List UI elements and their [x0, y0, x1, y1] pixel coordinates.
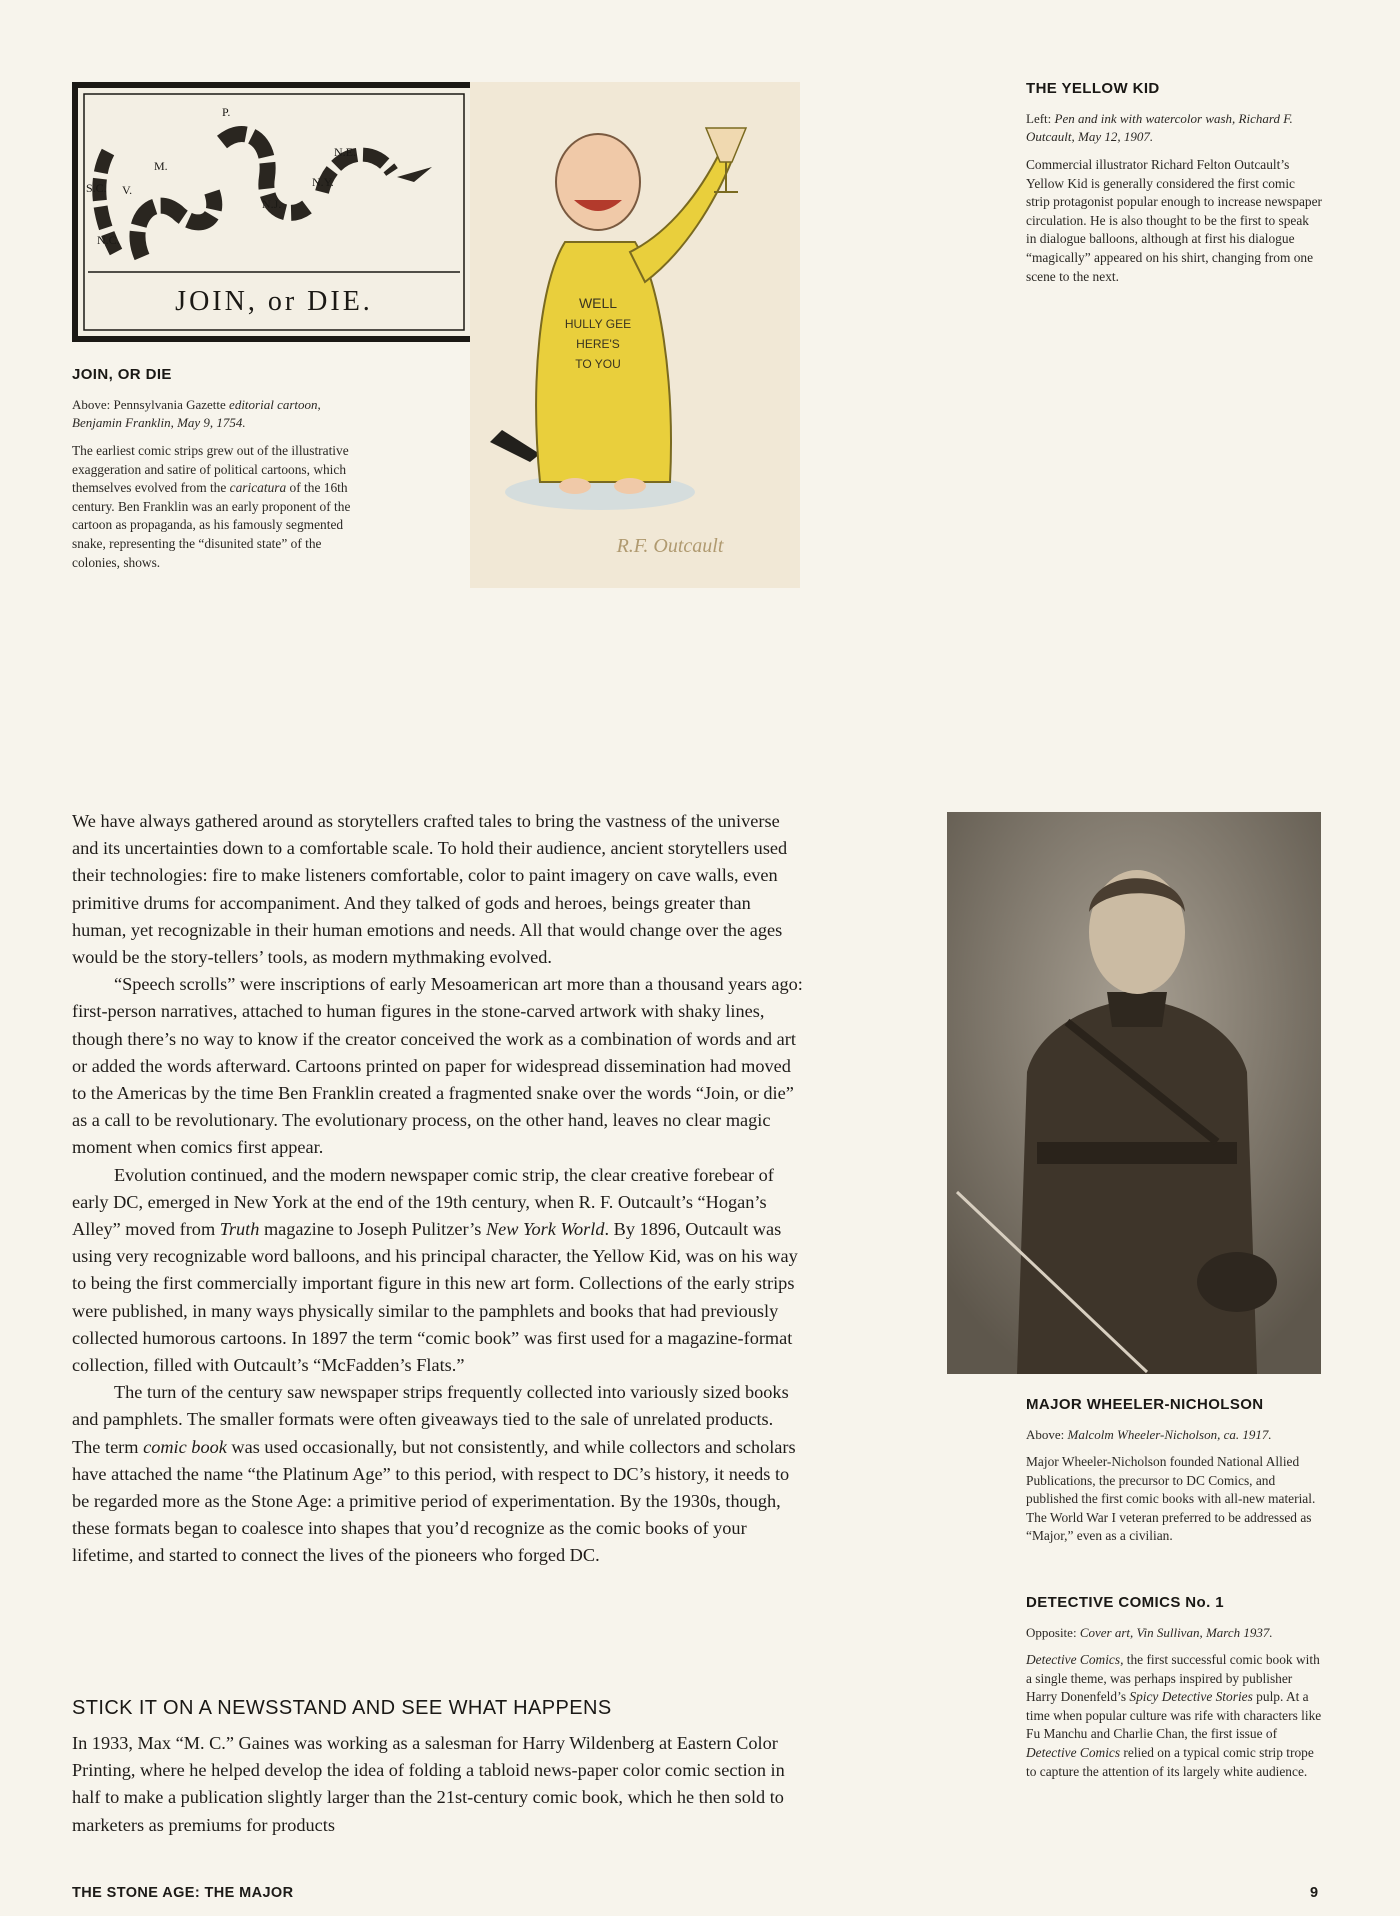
caption-text: of the 16th century. Ben Franklin was an early proponent of the cartoon as propaganda, as his famously segmented snake, representing the “disunited state” of the colonies, shows. — [72, 480, 351, 570]
credit-italic: Pen and ink with watercolor wash, Richard F. Outcault, May 12, 1907. — [1026, 111, 1293, 144]
segment-label: N.J. — [262, 197, 282, 211]
section-heading: STICK IT ON A NEWSSTAND AND SEE WHAT HAPPENS — [72, 1697, 612, 1719]
credit-italic: editorial cartoon, Benjamin Franklin, May 9, 1754. — [72, 397, 321, 430]
segment-label: P. — [222, 105, 231, 119]
paragraph: We have always gathered around as storytellers crafted tales to bring the vastness of the universe and its uncertainties down to a comfortable scale. To hold their audience, ancient storytellers used their technologies: fire to make listeners comfortable, color to paint imagery on cave walls, even primitive drums for accompaniment. And they talked of gods and heroes, beings greater than human, yet recognizable in their human emotions and needs. All that would change over the ages would be the story-tellers’ tools, as modern mythmaking evolved. — [72, 811, 788, 968]
paragraph-text: was used occasionally, but not consistently, and while collectors and scholars have attached the name “the Platinum Age” to this period, with respect to DC’s history, it needs to be regarded more as the Stone Age: a primitive period of experimentation. By the 1930s, though, these formats began to coalesce into shapes that you’d recognize as the comic books of your lifetime, and started to connect the lives of the pioneers who forged DC. — [72, 1436, 796, 1566]
yellow-kid-drawing — [470, 82, 800, 588]
caption-italic: Detective Comics — [1026, 1744, 1121, 1760]
segment-label: S.C. — [86, 181, 107, 195]
portrait-photo — [947, 812, 1321, 1374]
shirt-text-line: TO YOU — [575, 357, 621, 371]
segment-label: M. — [154, 159, 168, 173]
paragraph — [72, 1162, 804, 1380]
detective-comics-caption — [1026, 1651, 1322, 1781]
credit-text: Above: — [1026, 1427, 1068, 1442]
caption-text: Commercial illustrator Richard Felton Outcault’s Yellow Kid is generally considered the first comic strip protagonist popular enough to increase newspaper circulation. He is also thought to be the first to speak in dialogue balloons, although at first his dialogue “magically” appeared on his shirt, changing from one scene to the next. — [1026, 157, 1322, 284]
snake-illustration — [72, 82, 476, 342]
shirt-text-line: WELL — [578, 295, 618, 311]
page-number: 9 — [1310, 1885, 1319, 1901]
join-or-die-caption — [72, 442, 368, 572]
credit-text: Above: Pennsylvania Gazette — [72, 397, 230, 412]
paragraph-text: magazine to Joseph Pulitzer’s — [259, 1219, 486, 1240]
paragraph-italic: New York World — [485, 1219, 605, 1240]
yellow-kid-title: THE YELLOW KID — [1026, 80, 1160, 97]
credit-italic: Malcolm Wheeler-Nicholson, ca. 1917. — [1067, 1427, 1272, 1442]
segment-label: V. — [122, 183, 133, 197]
major-wheeler-nicholson-photo — [947, 812, 1321, 1374]
paragraph-text: . By 1896, Outcault was using very recognizable word balloons, and his principal character, the Yellow Kid, was on his way to being the first commercially important figure in this new art form. Collections of the early strips were published, in many ways physically similar to the pamphlets and books that had previously collected humorous cartoons. In 1897 the term “comic book” was first used for a magazine-format collection, filled with Outcault’s “McFadden’s Flats.” — [72, 1219, 798, 1376]
credit-text: Opposite: — [1026, 1625, 1080, 1640]
caption-italic: caricatura — [229, 480, 287, 496]
credit-italic: Cover art, Vin Sullivan, March 1937. — [1079, 1625, 1273, 1640]
segment-label: N.Y. — [312, 175, 334, 189]
yellow-kid-illustration — [470, 82, 800, 588]
shirt-text-line: HULLY GEE — [564, 317, 632, 331]
major-title: MAJOR WHEELER-NICHOLSON — [1026, 1396, 1264, 1413]
major-caption — [1026, 1453, 1322, 1546]
yellow-kid-credit — [1026, 110, 1326, 146]
join-or-die-title: JOIN, OR DIE — [72, 366, 172, 383]
caption-text: pulp. At a time when popular culture was rife with characters like Fu Manchu and Charlie Chan, the first issue of — [1026, 1689, 1322, 1742]
join-or-die-credit — [72, 396, 372, 432]
caption-italic: Spicy Detective Stories — [1129, 1689, 1253, 1705]
caption-text: The earliest comic strips grew out of the illustrative exaggeration and satire of political cartoons, which themselves evolved from the — [72, 443, 349, 496]
yellow-kid-caption — [1026, 156, 1322, 286]
artist-signature: R.F. Outcault — [616, 535, 724, 557]
cartoon-caption: JOIN, or DIE. — [175, 286, 373, 317]
credit-text: Left: — [1026, 111, 1055, 126]
segment-label: N.C. — [97, 233, 120, 247]
caption-italic: Detective Comics, — [1026, 1652, 1124, 1667]
caption-text: relied on a typical comic strip trope to capture the attention of its largely white audience. — [1026, 1744, 1314, 1779]
detective-comics-title: DETECTIVE COMICS No. 1 — [1026, 1594, 1224, 1611]
paragraph-text: Evolution continued, and the modern newspaper comic strip, the clear creative forebear of early DC, emerged in New York at the end of the 19th century, when R. F. Outcault’s “Hogan’s Alley” moved from — [72, 1164, 774, 1240]
join-or-die-cartoon — [72, 82, 476, 342]
caption-text: the first successful comic book with a single theme, was perhaps inspired by publisher Harry Donenfeld’s — [1026, 1652, 1320, 1705]
running-footer-title: THE STONE AGE: THE MAJOR — [72, 1885, 294, 1901]
main-article-continued — [72, 1730, 804, 1839]
major-credit — [1026, 1426, 1326, 1444]
paragraph-italic: Truth — [219, 1219, 260, 1240]
paragraph: In 1933, Max “M. C.” Gaines was working as a salesman for Harry Wildenberg at Eastern Color Printing, where he helped develop the idea of folding a tabloid news-paper color comic section in half to make a publication slightly larger than the 21st-century comic book, which he then sold to marketers as premiums for products — [72, 1733, 785, 1835]
paragraph-text: The turn of the century saw newspaper strips frequently collected into variously sized books and pamphlets. The smaller formats were often giveaways tied to the sale of unrelated products. The term — [72, 1382, 789, 1457]
detective-comics-credit — [1026, 1624, 1326, 1642]
paragraph: “Speech scrolls” were inscriptions of early Mesoamerican art more than a thousand years ago: first-person narratives, attached to human figures in the stone-carved artwork with shaky lines, though there’s no way to know if the creator conceived the work as a combination of words and art or added the words afterward. Cartoons printed on paper for widespread dissemination had moved to the Americas by the time Ben Franklin created a fragmented snake over the words “Join, or die” as a call to be revolutionary. The evolutionary process, on the other hand, leaves no clear magic moment when comics first appear. — [72, 974, 803, 1158]
paragraph — [72, 1379, 804, 1569]
main-article — [72, 808, 804, 1570]
shirt-text-line: HERE'S — [576, 337, 620, 351]
caption-text: Major Wheeler-Nicholson founded National Allied Publications, the precursor to DC Comics, and published the first comic books with all-new material. The World War I veteran preferred to be addressed as “Major,” even as a civilian. — [1026, 1454, 1316, 1544]
paragraph-italic: comic book — [143, 1436, 227, 1457]
segment-label: N.E. — [334, 145, 356, 159]
